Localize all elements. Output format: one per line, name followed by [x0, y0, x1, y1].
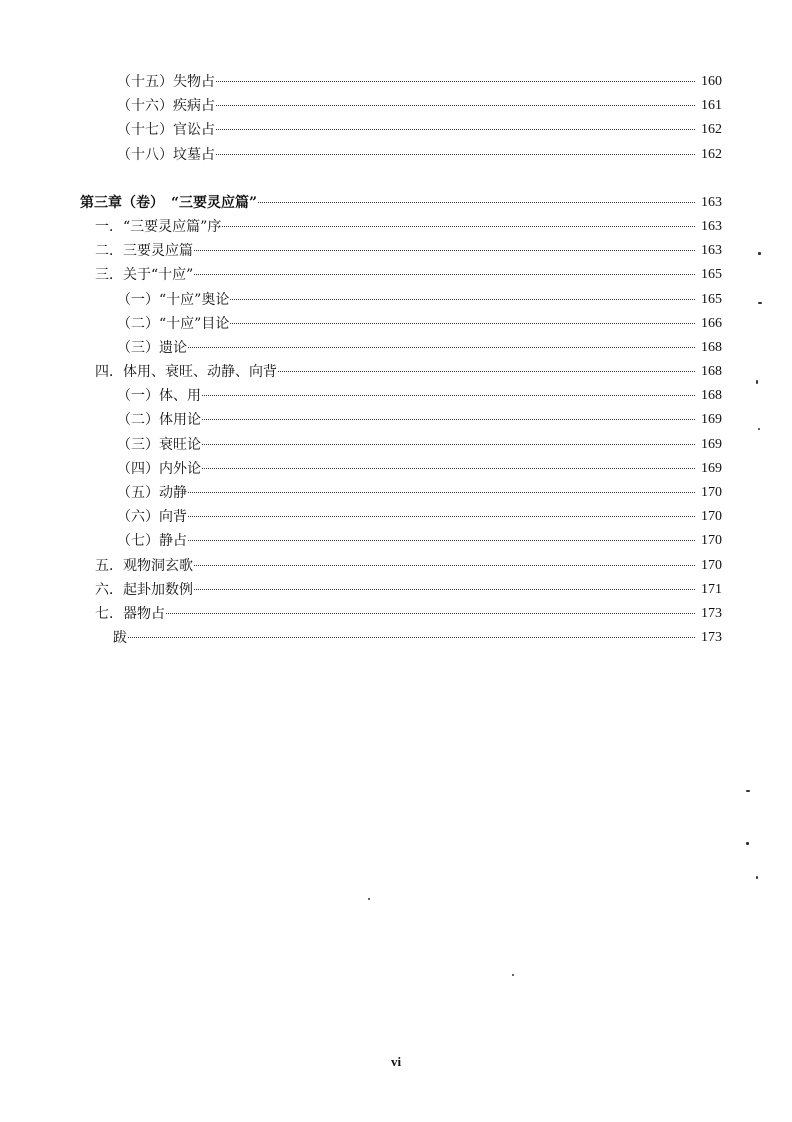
dot-leader — [194, 589, 695, 590]
toc-entry[interactable] — [0, 360, 792, 384]
toc-entry[interactable] — [0, 215, 792, 239]
dot-leader — [258, 202, 695, 203]
toc-entry-label: 七．器物占 — [95, 605, 165, 622]
table-of-contents — [0, 70, 792, 650]
toc-entry-list — [0, 215, 792, 650]
scan-speck — [756, 380, 758, 384]
dot-leader — [230, 323, 695, 324]
toc-entry[interactable] — [0, 70, 792, 94]
toc-entry-label: 四．体用、衰旺、动静、向背 — [95, 364, 277, 381]
toc-entry[interactable] — [0, 578, 792, 602]
toc-entry-label: （二）体用论 — [117, 412, 201, 429]
scan-speck — [746, 842, 749, 845]
toc-entry-label: 三．关于“十应” — [95, 267, 194, 284]
toc-entry-page: 173 — [701, 630, 722, 646]
toc-entry-page: 160 — [701, 74, 722, 89]
toc-entry-page: 169 — [701, 436, 722, 452]
toc-entry-label: （十八）坟墓占 — [117, 146, 215, 163]
dot-leader — [222, 226, 695, 227]
toc-entry-page: 170 — [701, 485, 722, 500]
dot-leader — [202, 419, 695, 420]
toc-entry-page: 169 — [701, 460, 722, 476]
dot-leader — [202, 444, 695, 445]
scan-speck — [758, 302, 762, 304]
toc-entry-page: 163 — [701, 194, 722, 210]
toc-entry[interactable] — [0, 481, 792, 505]
toc-entry-page: 166 — [701, 315, 722, 331]
toc-entry[interactable] — [0, 408, 792, 432]
toc-entry[interactable] — [0, 384, 792, 408]
dot-leader — [202, 468, 695, 469]
dot-leader — [194, 250, 695, 251]
toc-entry-page: 161 — [701, 98, 722, 114]
scan-speck — [758, 428, 760, 430]
page-number: vi — [390, 1054, 402, 1069]
toc-entry-label: 一．“三要灵应篇”序 — [95, 218, 222, 235]
toc-entry[interactable] — [0, 626, 792, 650]
toc-entry-page: 170 — [701, 557, 722, 573]
dot-leader — [188, 492, 695, 493]
toc-entry-label: （五）动静 — [117, 485, 187, 501]
toc-entry-label: （十六）疾病占 — [117, 98, 215, 115]
dot-leader — [188, 540, 695, 541]
toc-entry-label: （三）衰旺论 — [117, 436, 201, 453]
toc-entry-page: 165 — [701, 291, 722, 307]
toc-entry-page: 171 — [701, 581, 722, 597]
toc-entry[interactable] — [0, 288, 792, 312]
dot-leader — [188, 347, 695, 348]
toc-entry-page: 168 — [701, 364, 722, 380]
toc-entry-label: （十七）官讼占 — [117, 122, 215, 139]
dot-leader — [230, 299, 695, 300]
dot-leader — [202, 395, 695, 396]
toc-entry-label: （一）“十应”奥论 — [117, 291, 230, 308]
toc-chapter-entry[interactable] — [0, 191, 792, 215]
toc-entry-page: 170 — [701, 509, 722, 525]
toc-entry[interactable] — [0, 143, 792, 167]
dot-leader — [216, 154, 695, 155]
scan-speck — [758, 252, 761, 255]
dot-leader — [216, 81, 695, 82]
toc-entry[interactable] — [0, 529, 792, 553]
toc-entry-page: 170 — [701, 533, 722, 549]
toc-entry-page: 163 — [701, 218, 722, 234]
scan-speck — [368, 898, 370, 900]
toc-entry[interactable] — [0, 263, 792, 287]
toc-entry-label: （六）向背 — [117, 509, 187, 526]
toc-entry-page: 168 — [701, 388, 722, 404]
toc-entry-label: 跋 — [113, 630, 127, 647]
toc-entry[interactable] — [0, 602, 792, 626]
toc-entry[interactable] — [0, 457, 792, 481]
toc-entry-page: 162 — [701, 122, 722, 138]
toc-entry[interactable] — [0, 554, 792, 578]
toc-entry-label: 五．观物洞玄歌 — [95, 557, 193, 574]
toc-entry[interactable] — [0, 94, 792, 118]
toc-entry-page: 165 — [701, 267, 722, 283]
dot-leader — [188, 516, 695, 517]
dot-leader — [166, 613, 695, 614]
toc-entry[interactable] — [0, 312, 792, 336]
toc-entry-label: （十五）失物占 — [117, 74, 215, 90]
toc-entry-label: （七）静占 — [117, 533, 187, 550]
toc-entry-label: 二．三要灵应篇 — [95, 243, 193, 260]
toc-entry-label: （三）遗论 — [117, 339, 187, 356]
toc-entry[interactable] — [0, 336, 792, 360]
toc-entry-label: 六．起卦加数例 — [95, 581, 193, 598]
toc-entry-label: （二）“十应”目论 — [117, 315, 230, 332]
toc-entry[interactable] — [0, 433, 792, 457]
scan-speck — [756, 876, 758, 879]
section-gap — [0, 167, 792, 191]
toc-entry-page: 168 — [701, 339, 722, 355]
dot-leader — [216, 105, 695, 106]
toc-entry-page: 173 — [701, 605, 722, 621]
dot-leader — [194, 274, 695, 275]
toc-entry[interactable] — [0, 118, 792, 142]
toc-entry-page: 163 — [701, 243, 722, 259]
dot-leader — [128, 637, 695, 638]
dot-leader — [194, 565, 695, 566]
scan-speck — [512, 974, 514, 976]
toc-entry-page: 169 — [701, 412, 722, 428]
toc-entry[interactable] — [0, 239, 792, 263]
dot-leader — [278, 371, 695, 372]
toc-entry[interactable] — [0, 505, 792, 529]
chapter-title: 第三章（卷） “三要灵应篇” — [80, 194, 258, 211]
toc-entry-page: 162 — [701, 146, 722, 162]
toc-entry-label: （四）内外论 — [117, 460, 201, 477]
toc-entry-label: （一）体、用 — [117, 388, 201, 405]
dot-leader — [216, 129, 695, 130]
scan-speck — [746, 790, 750, 792]
